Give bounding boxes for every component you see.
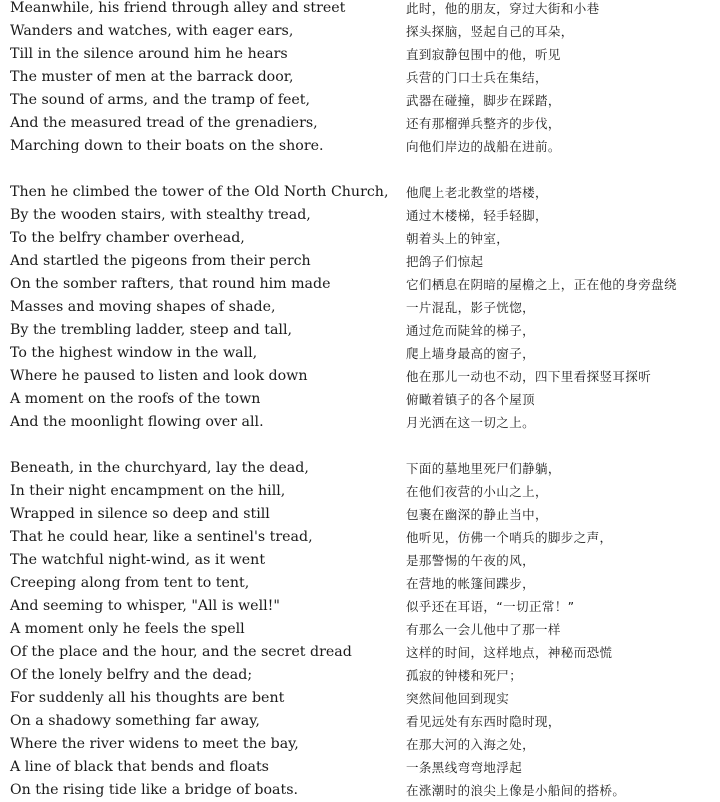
stanza-en-2: [10, 181, 400, 434]
poem-line-zh: 探头探脑，竖起自己的耳朵，: [406, 24, 574, 39]
poem-line-en: Creeping along from tent to tent,: [10, 575, 250, 591]
poem-line-zh: 此时，他的朋友，穿过大街和小巷: [406, 1, 600, 16]
stanza-gap: [406, 158, 716, 181]
poem-line-zh: 这样的时间，这样地点，神秘而恐慌: [406, 645, 613, 660]
poem-line-en: Wrapped in silence so deep and still: [10, 506, 270, 522]
poem-line-zh: 通过危而陡耸的梯子，: [406, 323, 536, 338]
poem-line-en: In their night encampment on the hill,: [10, 483, 286, 499]
poem-line-en: To the highest window in the wall,: [10, 345, 258, 361]
poem-line-en: The sound of arms, and the tramp of feet,: [10, 92, 310, 108]
poem-line-zh: 还有那榴弹兵整齐的步伐，: [406, 116, 561, 131]
stanza-en-1: [10, 0, 400, 158]
poem-line-zh: 在营地的帐篷间蹀步，: [406, 576, 536, 591]
poem-line-zh: 孤寂的钟楼和死尸；: [406, 668, 523, 683]
stanza-gap: [10, 434, 400, 457]
poem-line-en: Then he climbed the tower of the Old North Church,: [10, 184, 389, 200]
poem-line-en: By the wooden stairs, with stealthy tread,: [10, 207, 311, 223]
poem-line-zh: 在他们夜营的小山之上，: [406, 484, 548, 499]
poem-line-en: A moment on the roofs of the town: [10, 391, 261, 407]
poem-line-en: And the moonlight flowing over all.: [10, 414, 264, 430]
poem-line-zh: 俯瞰着镇子的各个屋顶: [406, 392, 536, 407]
poem-line-en: To the belfry chamber overhead,: [10, 230, 245, 246]
poem-line-zh: 朝着头上的钟室，: [406, 231, 510, 246]
poem-line-zh: 突然间他回到现实: [406, 691, 510, 706]
poem-line-zh: 是那警惕的午夜的风，: [406, 553, 536, 568]
poem-line-zh: 他爬上老北教堂的塔楼，: [406, 185, 548, 200]
poem-line-en: Beneath, in the churchyard, lay the dead,: [10, 460, 309, 476]
stanza-en-3: [10, 457, 400, 802]
poem-line-en: By the trembling ladder, steep and tall,: [10, 322, 293, 338]
poem-line-zh: 直到寂静包围中的他，听见: [406, 47, 561, 62]
poem-line-zh: 月光洒在这一切之上。: [406, 415, 536, 430]
chinese-column: [406, 0, 716, 802]
poem-line-zh: 它们栖息在阴暗的屋檐之上，正在他的身旁盘绕: [406, 277, 677, 292]
poem-line-en: And the measured tread of the grenadiers,: [10, 115, 318, 131]
poem-line-zh: 他在那儿一动也不动，四下里看探竖耳探听: [406, 369, 652, 384]
poem-line-en: The watchful night-wind, as it went: [10, 552, 266, 568]
poem-line-en: Till in the silence around him he hears: [10, 46, 288, 62]
poem-line-en: On a shadowy something far away,: [10, 713, 260, 729]
poem-line-en: Of the lonely belfry and the dead;: [10, 667, 253, 683]
poem-line-zh: 似乎还在耳语，“一切正常！”: [406, 599, 575, 614]
poem-line-zh: 看见远处有东西时隐时现，: [406, 714, 561, 729]
poem-line-zh: 爬上墙身最高的窗子，: [406, 346, 536, 361]
poem-line-en: That he could hear, like a sentinel's tread,: [10, 529, 313, 545]
poem-line-en: Masses and moving shapes of shade,: [10, 299, 276, 315]
stanza-gap: [406, 434, 716, 457]
poem-line-en: Wanders and watches, with eager ears,: [10, 23, 294, 39]
stanza-zh-1: [406, 0, 716, 158]
poem-line-en: Marching down to their boats on the shore.: [10, 138, 324, 154]
poem-line-zh: 向他们岸边的战船在进前。: [406, 139, 561, 154]
stanza-zh-2: [406, 181, 716, 434]
stanza-zh-3: [406, 457, 716, 802]
poem-line-en: For suddenly all his thoughts are bent: [10, 690, 285, 706]
english-column: [10, 0, 400, 802]
poem-line-zh: 把鸽子们惊起: [406, 254, 484, 269]
poem-line-en: And seeming to whisper, "All is well!": [10, 598, 280, 614]
poem-line-zh: 有那么一会儿他中了那一样: [406, 622, 561, 637]
poem-line-en: Where the river widens to meet the bay,: [10, 736, 299, 752]
poem-line-zh: 他听见，仿佛一个哨兵的脚步之声，: [406, 530, 613, 545]
poem-line-zh: 一片混乱，影子恍惚，: [406, 300, 536, 315]
poem-line-zh: 通过木楼梯，轻手轻脚，: [406, 208, 548, 223]
poem-line-zh: 兵营的门口士兵在集结，: [406, 70, 548, 85]
poem-line-en: A line of black that bends and floats: [10, 759, 269, 775]
poem-line-en: A moment only he feels the spell: [10, 621, 245, 637]
poem-line-zh: 下面的墓地里死尸们静躺，: [406, 461, 561, 476]
poem-line-zh: 包裹在幽深的静止当中，: [406, 507, 548, 522]
poem-line-zh: 武器在碰撞，脚步在踩踏，: [406, 93, 561, 108]
poem-line-en: Of the place and the hour, and the secret dread: [10, 644, 352, 660]
poem-line-en: And startled the pigeons from their perch: [10, 253, 311, 269]
poem-line-en: Meanwhile, his friend through alley and street: [10, 0, 346, 16]
poem-line-zh: 在那大河的入海之处，: [406, 737, 536, 752]
poem-line-en: Where he paused to listen and look down: [10, 368, 308, 384]
poem-line-zh: 一条黑线弯弯地浮起: [406, 760, 523, 775]
poem-line-en: On the somber rafters, that round him made: [10, 276, 331, 292]
stanza-gap: [10, 158, 400, 181]
poem-line-en: On the rising tide like a bridge of boats.: [10, 782, 299, 798]
poem-line-en: The muster of men at the barrack door,: [10, 69, 294, 85]
poem-line-zh: 在涨潮时的浪尖上像是小船间的搭桥。: [406, 783, 626, 798]
